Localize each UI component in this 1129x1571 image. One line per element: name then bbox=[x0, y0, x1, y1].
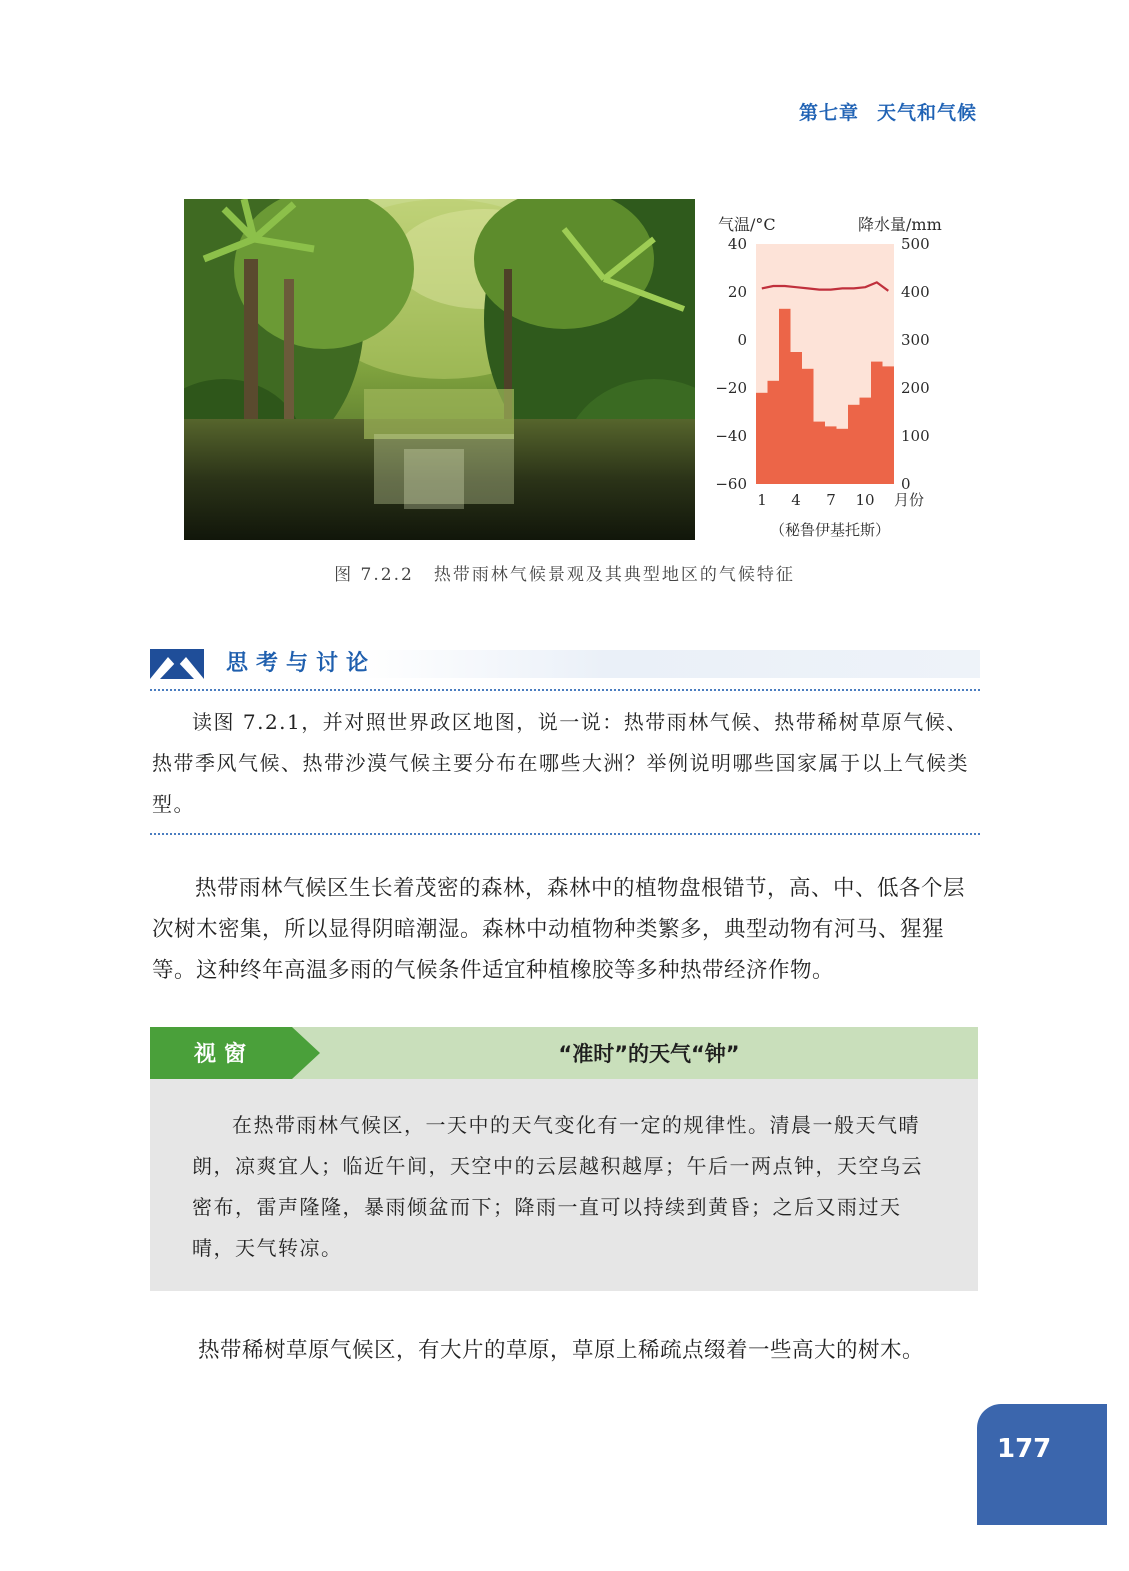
precipitation-bar bbox=[848, 405, 860, 484]
precipitation-bar bbox=[768, 381, 780, 484]
precipitation-bar bbox=[802, 369, 814, 484]
right-tick-label: 300 bbox=[901, 331, 930, 349]
x-tick-labels bbox=[757, 491, 874, 509]
discussion-bottom-divider bbox=[150, 833, 980, 835]
chapter-header bbox=[799, 98, 977, 125]
right-tick-label: 100 bbox=[901, 427, 930, 445]
precipitation-bar bbox=[883, 366, 895, 484]
left-tick-label: −20 bbox=[715, 379, 747, 397]
window-tag-label: 视窗 bbox=[194, 1042, 255, 1067]
right-tick-label: 400 bbox=[901, 283, 930, 301]
climate-chart bbox=[700, 200, 970, 550]
precipitation-bar bbox=[756, 393, 768, 484]
left-tick-labels bbox=[715, 235, 747, 493]
precipitation-bar bbox=[871, 362, 883, 484]
discussion-text: 读图 7.2.1，并对照世界政区地图，说一说：热带雨林气候、热带稀树草原气候、热带季风气候、热带沙漠气候主要分布在哪些大洲？举例说明哪些国家属于以上气候类型。 bbox=[152, 710, 969, 816]
rainforest-photo bbox=[184, 199, 695, 540]
figure-number: 图 7.2.2 bbox=[334, 565, 414, 585]
x-tick-label: 4 bbox=[791, 491, 801, 509]
x-tick-label: 7 bbox=[826, 491, 836, 509]
chapter-title: 天气和气候 bbox=[876, 102, 977, 124]
window-text: 在热带雨林气候区，一天中的天气变化有一定的规律性。清晨一般天气晴朗，凉爽宜人；临近午间，天空中的云层越积越厚；午后一两点钟，天空乌云密布，雷声隆隆，暴雨倾盆而下；降雨一直可以持续到黄昏；之后又雨过天晴，天气转凉。 bbox=[192, 1113, 923, 1260]
discussion-mountain-icon bbox=[150, 649, 204, 679]
page-number-tab bbox=[977, 1404, 1107, 1525]
x-axis-unit: 月份 bbox=[894, 491, 925, 509]
discussion-header bbox=[150, 646, 980, 680]
left-tick-label: −40 bbox=[715, 427, 747, 445]
precipitation-bar bbox=[814, 422, 826, 484]
figure-caption bbox=[0, 560, 1129, 585]
precipitation-bar bbox=[825, 426, 837, 484]
left-tick-label: 0 bbox=[737, 331, 747, 349]
figure-caption-text: 热带雨林气候景观及其典型地区的气候特征 bbox=[433, 565, 795, 585]
window-title: “准时”的天气“钟” bbox=[558, 1042, 740, 1066]
left-tick-label: −60 bbox=[715, 475, 747, 493]
x-tick-label: 10 bbox=[855, 491, 875, 509]
chart-location: （秘鲁伊基托斯） bbox=[769, 521, 891, 539]
left-tick-label: 20 bbox=[727, 283, 747, 301]
right-axis-label: 降水量/mm bbox=[858, 215, 942, 234]
body-paragraph: 热带雨林气候区生长着茂密的森林，森林中的植物盘根错节，高、中、低各个层次树木密集，所以显得阴暗潮湿。森林中动植物种类繁多，典型动物有河马、猩猩等。这种终年高温多雨的气候条件适宜种植橡胶等多种热带经济作物。 bbox=[152, 876, 966, 983]
window-box bbox=[150, 1027, 978, 1291]
left-tick-label: 40 bbox=[727, 235, 747, 253]
precipitation-bar bbox=[837, 429, 849, 484]
right-tick-label: 0 bbox=[901, 475, 911, 493]
precipitation-bar bbox=[860, 398, 872, 484]
precipitation-bar bbox=[779, 309, 791, 484]
right-tick-label: 200 bbox=[901, 379, 930, 397]
x-tick-label: 1 bbox=[757, 491, 767, 509]
last-paragraph: 热带稀树草原气候区，有大片的草原，草原上稀疏点缀着一些高大的树木。 bbox=[198, 1338, 925, 1363]
discussion-top-divider bbox=[150, 689, 980, 691]
page-number: 177 bbox=[997, 1434, 1052, 1464]
discussion-header-bar bbox=[360, 650, 980, 678]
right-tick-labels bbox=[901, 235, 930, 493]
chapter-number: 第七章 bbox=[798, 102, 859, 124]
precipitation-bar bbox=[791, 352, 803, 484]
discussion-title: 思考与讨论 bbox=[226, 651, 377, 676]
right-tick-label: 500 bbox=[901, 235, 930, 253]
left-axis-label: 气温/°C bbox=[718, 215, 776, 234]
